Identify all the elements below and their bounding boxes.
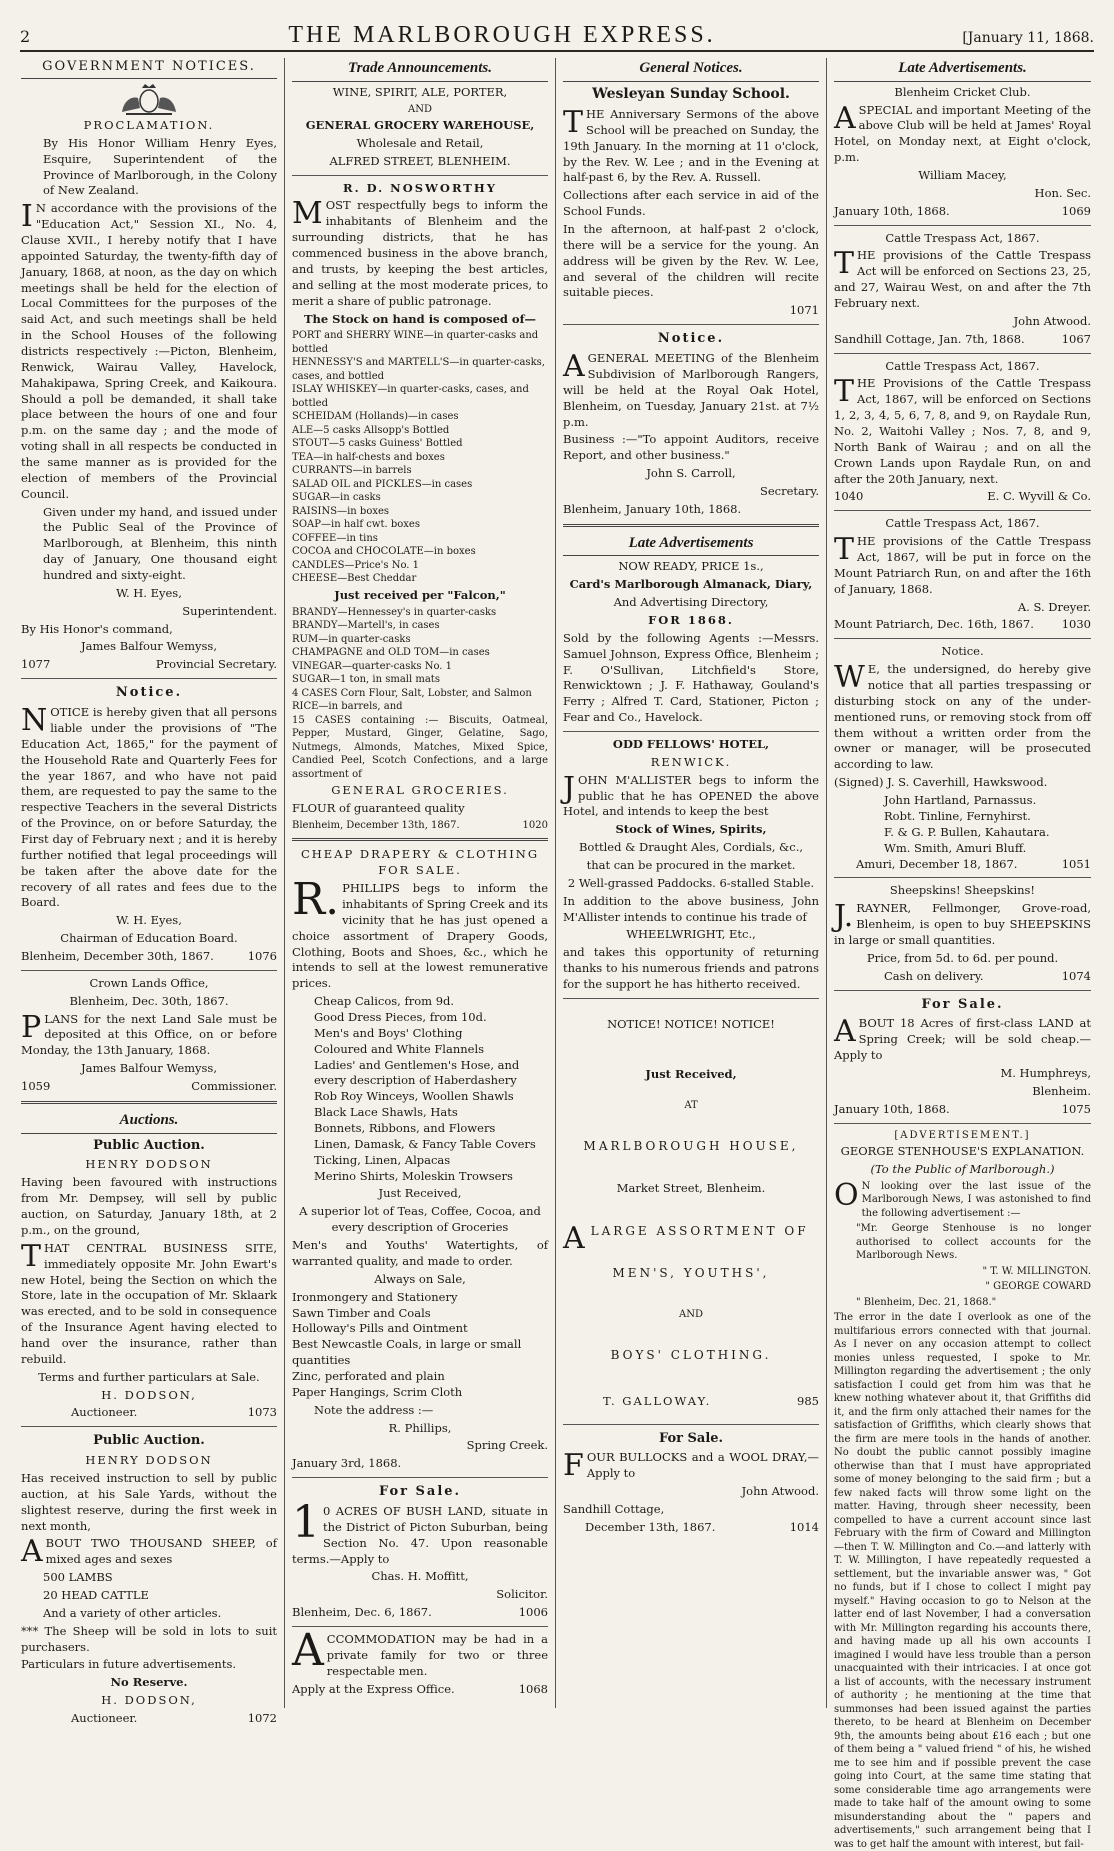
stock-item: CANDLES—Price's No. 1 [292,559,420,571]
notice-date: Amuri, December 18, 1867. [856,856,1018,871]
falcon-item: SUGAR—1 ton, in small mats [292,674,440,686]
cattle-trespass-body: THE provisions of the Cattle Trespass Act, 1867, will be put in force on the Mount Patriarch Run, on and after the 16th of January, 1868. [834,532,1091,596]
wesleyan-afternoon: In the afternoon, at half-past 2 o'clock, there will be a service for the young. An address will be given by the Rev. W. Lee, and several of the children will recite suitable pieces. [563,222,819,300]
for-sale-signature: Chas. H. Moffitt, [371,1569,469,1584]
auction-intro: Having been favoured with instructions from Mr. Dempsey, will sell by public auction, on Saturday, January 18th, at 2 p.m., on the ground, [21,1175,277,1237]
proclamation-role: Superintendent. [182,603,277,618]
for-sale-date: January 10th, 1868. [834,1101,950,1116]
hotel-addition: In addition to the above business, John M'Allister intends to continue his trade of [563,893,819,924]
ad-number: 1072 [247,1711,277,1726]
auction-lot: 20 HEAD CATTLE [43,1588,149,1603]
cattle-trespass-signature: John Atwood. [1013,313,1091,328]
marlborough-house-boys: BOYS' CLOTHING. [610,1348,772,1363]
for-sale-title: For Sale. [921,996,1004,1012]
sale-item: Paper Hangings, Scrim Cloth [292,1384,463,1399]
sheepskins-body: J.RAYNER, Fellmonger, Grove-road, Blenheim, is open to buy SHEEPSKINS in large or small quantities. [834,899,1091,947]
hotel-place: RENWICK. [650,754,732,769]
column-heading: Trade Announcements. [292,58,548,82]
proclamation-given: Given under my hand, and issued under the Public Seal of the Province of Marlborough, at Blenheim, this ninth day of January, One thousand eight hundred and sixty-eight. [43,504,277,582]
auction-note: *** The Sheep will be sold in lots to suit purchasers. [21,1623,277,1654]
auction-intro: Has received instruction to sell by public auction, at his Sale Yards, without the slightest reserve, during the first week in next month, [21,1471,277,1533]
falcon-item: 4 CASES Corn Flour, Salt, Lobster, and Salmon [292,687,532,699]
sale-item: Sawn Timber and Coals [292,1305,431,1320]
for-sale-place: Sandhill Cottage, [563,1502,665,1517]
stock-item: SOAP—in half cwt. boxes [292,519,420,531]
column-general-notices [556,58,827,1708]
marlborough-house-notice: NOTICE! NOTICE! NOTICE! [607,1016,775,1031]
notice-title: Notice. [657,331,725,347]
columns [14,58,1100,1850]
auctioneer-name: HENRY DODSON [85,1453,213,1468]
marlborough-house-name: MARLBOROUGH HOUSE, [583,1139,799,1154]
sale-item: Holloway's Pills and Ointment [292,1321,468,1336]
auction-body: THAT CENTRAL BUSINESS SITE, immediately opposite Mr. John Ewart's new Hotel, being the Section on which the Store, late in the occupation of Mr. Sklaark was erected, and to be sold in consequence of the Insurance Agent having elected to hand over the insurance, rather than rebuild. [21,1238,277,1366]
proclamation-command: By His Honor's command, [21,621,173,636]
crown-lands-role: Commissioner. [191,1079,277,1093]
sheepskins-title: Sheepskins! Sheepskins! [889,883,1036,898]
notice-role: Chairman of Education Board. [60,931,238,946]
accommodation-apply: Apply at the Express Office. [292,1681,455,1696]
warehouse-date: Blenheim, December 13th, 1867. [292,819,460,831]
notice-title: Notice. [941,644,984,659]
drapery-item: Men's and Boys' Clothing [314,1025,463,1040]
auction-lot: And a variety of other articles. [43,1605,222,1620]
auction-body: ABOUT TWO THOUSAND SHEEP, of mixed ages and sexes [21,1534,277,1570]
cattle-trespass-title: Cattle Trespass Act, 1867. [885,516,1040,531]
ad-number: 1076 [247,948,277,963]
advertisement-label: [ADVERTISEMENT.] [894,1129,1031,1141]
notice-signatory: Wm. Smith, Amuri Bluff. [884,840,1027,855]
for-sale-date: December 13th, 1867. [585,1519,716,1534]
notice-signatory: F. & G. P. Bullen, Kahautara. [884,824,1050,839]
newspaper-title: THE MARLBOROUGH EXPRESS. [288,22,716,48]
explanation-quote-name: " T. W. MILLINGTON. [982,1265,1091,1277]
accommodation-body: ACCOMMODATION may be had in a private family for two or three respectable men. [292,1625,548,1678]
explanation-intro: ON looking over the last issue of the Marlborough News, I was astonished to find the following advertisement :— [834,1177,1091,1219]
explanation-quote: "Mr. George Stenhouse is no longer authorised to collect accounts for the Marlborough News. [856,1223,1091,1262]
notice-body: AGENERAL MEETING of the Blenheim Subdivision of Marlborough Rangers, will be held at the Royal Oak Hotel, Blenheim, on Tuesday, January 21st. at 7½ p.m. [563,349,819,429]
stock-item: COFFEE—in tins [292,532,378,544]
column-heading: GOVERNMENT NOTICES. [21,58,277,79]
cricket-role: Hon. Sec. [1034,185,1091,200]
marlborough-house-at: AT [684,1099,698,1111]
wesleyan-body: THE Anniversary Sermons of the above School will be preached on Sunday, the 19th January. In the morning at 11 o'clock, by the Rev. W. Lee ; and in the Evening at half-past 6, by the Rev. A. Russell. [563,105,819,185]
notice-body: NOTICE is hereby given that all persons liable under the provisions of "The Education Act, 1865," for the payment of the Household Rate and Quarterly Fees for the year 1867, and who have not paid them, are requested to pay the same to the respective Teachers in the several Districts of the Province, on or before Saturday, the First day of February next ; and it is hereby further notified that legal proceedings will be taken after the above date for the recovery of all rates and fees due to the Board. [21,703,277,910]
for-sale-signature: M. Humphreys, [1000,1066,1091,1081]
almanack-agents: Sold by the following Agents :—Messrs. Samuel Johnson, Express Office, Blenheim ; F. O'Sullivan, Litchfield's Store, Renwicktown ; J. F. Hathaway, Gouland's Ferry ; Alfred T. Card, Stationer, Picton ; Fear and Co., Havelock. [563,630,819,725]
ad-number: 1071 [789,303,819,318]
proclamation-command-name: James Balfour Wemyss, [80,639,217,654]
for-sale-date: Blenheim, Dec. 6, 1867. [292,1605,432,1620]
royal-crest-icon [114,82,184,116]
cattle-trespass-title: Cattle Trespass Act, 1867. [885,230,1040,245]
proclamation-body: IN accordance with the provisions of the "Education Act," Session XI., No. 4, Clause XVII., I hereby notify that I have appointed Saturday, the twenty-fifth day of January, 1868, at noon, as the day on which meetings shall be held for the election of Local Committees for the purposes of the said Act, and such meetings shall be held in the School Houses of the following districts respectively :—Picton, Blenheim, Renwick, Wairau Valley, Havelock, Mahakipawa, Spring Creek, and Kaikoura. Should a poll be demanded, it shall take place between the hours of one and four p.m. on the same day ; and the mode of voting shall in all respects be conducted in the same manner as is provided for the election of members of the Provincial Council. [21,199,277,501]
marlborough-house-signature: T. GALLOWAY. [603,1393,712,1408]
ad-number: 1073 [247,1405,277,1420]
cattle-trespass-body: THE provisions of the Cattle Trespass Act will be enforced on Sections 23, 25, and 27, Wairau West, on and after the 7th February next. [834,246,1091,310]
explanation-quote-name: " GEORGE COWARD [985,1281,1091,1293]
marlborough-house-assortment: ALARGE ASSORTMENT OF [563,1220,809,1256]
drapery-signature: R. Phillips, [388,1420,452,1435]
falcon-item: VINEGAR—quarter-casks No. 1 [292,660,453,672]
notice-date: Blenheim, January 10th, 1868. [563,501,742,516]
ad-number: 1059 [21,1079,51,1093]
ad-number: 1068 [518,1681,548,1696]
wesleyan-collections: Collections after each service in aid of the School Funds. [563,188,819,219]
notice-role: Secretary. [759,483,819,498]
cattle-trespass-date: Sandhill Cottage, Jan. 7th, 1868. [834,331,1025,346]
notice-signatories [834,793,1091,856]
auction-role: Auctioneer. [71,1711,138,1726]
falcon-item: BRANDY—Hennessey's in quarter-casks [292,606,497,618]
drapery-date: January 3rd, 1868. [292,1456,402,1471]
stock-item: PORT and SHERRY WINE—in quarter-casks and bottled [292,330,539,355]
warehouse-type: Wholesale and Retail, [356,135,484,150]
marlborough-house-received: Just Received, [645,1066,737,1081]
hotel-body: JOHN M'ALLISTER begs to inform the public that he has OPENED the above Hotel, and intends to keep the best [563,770,819,819]
cattle-trespass-body: THE Provisions of the Cattle Trespass Act, 1867, will be enforced on Sections 1, 2, 3, 4, 5, 6, 7, 8, and 9, on Raydale Run, No. 2, Waitohi Valley ; Nos. 7, 8, and 9, North Bank of Wairau ; and on all the Crown Lands upon Raydale Run, on and after the 20th January, next. [834,374,1091,486]
just-received-body: A superior lot of Teas, Coffee, Cocoa, and every description of Groceries [299,1204,541,1235]
notice-signed: (Signed) J. S. Caverhill, Hawkswood. [834,775,1048,790]
column-heading: General Notices. [563,58,819,82]
auction-signature: H. DODSON, [101,1693,197,1708]
warehouse-line: WINE, SPIRIT, ALE, PORTER, [332,84,508,99]
hotel-stock: Stock of Wines, Spirits, [615,822,767,837]
sale-item: Best Newcastle Coals, in large or small quantities [292,1337,522,1368]
almanack-subtitle: And Advertising Directory, [613,595,769,610]
drapery-item: Rob Roy Winceys, Woollen Shawls [314,1089,514,1104]
falcon-heading: Just received per "Falcon," [334,587,506,602]
drapery-place: Spring Creek. [466,1438,548,1453]
proclamation-title: PROCLAMATION. [83,117,215,132]
crown-lands-signature: James Balfour Wemyss, [80,1061,217,1076]
ad-number: 1014 [789,1519,819,1534]
cricket-body: ASPECIAL and important Meeting of the above Club will be held at James' Royal Hotel, on Monday next, at Eight o'clock, p.m. [834,100,1091,165]
drapery-item: Linen, Damask, & Fancy Table Covers [314,1136,536,1151]
hotel-market: that can be procured in the market. [586,858,796,872]
auction-terms: Terms and further particulars at Sale. [38,1369,260,1384]
explanation-subtitle: (To the Public of Marlborough.) [870,1161,1055,1176]
stock-list [292,329,548,586]
drapery-item: Cheap Calicos, from 9d. [314,994,455,1009]
cricket-title: Blenheim Cricket Club. [894,84,1031,99]
ad-number: 1006 [518,1605,548,1620]
general-groceries: GENERAL GROCERIES. [331,783,509,798]
late-advertisements-heading: Late Advertisements [563,533,819,557]
crown-lands-office: Crown Lands Office, [89,975,209,990]
notice-date: Blenheim, December 30th, 1867. [21,948,214,963]
always-on-sale-heading: Always on Sale, [374,1271,466,1286]
for-sale-title: For Sale. [378,1484,462,1500]
drapery-item: Ladies' and Gentlemen's Hose, and every description of Haberdashery [314,1057,520,1088]
ad-number: 1077 [21,657,51,672]
just-received-heading: Just Received, [378,1186,462,1201]
auction-role: Auctioneer. [71,1405,138,1420]
for-sale-body: FOUR BULLOCKS and a WOOL DRAY,—Apply to [563,1448,819,1484]
marlborough-house-street: Market Street, Blenheim. [616,1180,766,1195]
ad-number: 1020 [522,819,548,831]
ad-number: 1030 [1061,617,1091,632]
warehouse-owner: R. D. NOSWORTHY [343,180,497,195]
watertights-line: Men's and Youths' Watertights, of warranted quality, and made to order. [292,1238,548,1268]
drapery-item: Good Dress Pieces, from 10d. [314,1010,487,1025]
warehouse-and: AND [408,103,432,115]
column-trade-announcements [285,58,556,1708]
marlborough-house-mens: MEN'S, YOUTHS', [612,1266,770,1281]
crown-lands-body: PLANS for the next Land Sale must be deposited at this Office, on or before Monday, the 13th January, 1868. [21,1009,277,1058]
drapery-item: Coloured and White Flannels [314,1041,485,1056]
hotel-title: ODD FELLOWS' HOTEL, [612,736,770,751]
hotel-wheelwright: WHEELWRIGHT, Etc., [626,927,756,942]
cattle-trespass-title: Cattle Trespass Act, 1867. [885,358,1040,373]
auction-title: Public Auction. [93,1433,205,1449]
hotel-paddocks: 2 Well-grassed Paddocks. 6-stalled Stable. [567,875,815,890]
flour-line: FLOUR of guaranteed quality [292,801,465,816]
drapery-heading: CHEAP DRAPERY & CLOTHING FOR SALE. [300,847,540,878]
auction-signature: H. DODSON, [101,1387,197,1402]
almanack-title: Card's Marlborough Almanack, Diary, [569,577,813,592]
drapery-list [292,994,548,1184]
notice-signature: John S. Carroll, [646,466,736,481]
for-sale-role: Solicitor. [496,1587,548,1602]
proclamation-by: By His Honor William Henry Eyes, Esquire, Superintendent of the Province of Marlborough, in the Colony of New Zealand. [43,135,277,198]
ad-number: 1040 [834,489,864,504]
masthead [20,22,1094,52]
auction-lot: 500 LAMBS [43,1570,113,1585]
ad-number: 1067 [1061,331,1091,346]
warehouse-title: GENERAL GROCERY WAREHOUSE, [305,118,535,133]
warehouse-address: ALFRED STREET, BLENHEIM. [329,153,511,168]
almanack-year: FOR 1868. [648,612,734,627]
stock-item: HENNESSY'S and MARTELL'S—in quarter-casks, cases, and bottled [292,357,545,382]
stock-item: RAISINS—in boxes [292,505,390,517]
cricket-signature: William Macey, [918,167,1007,182]
stock-item: CHEESE—Best Cheddar [292,573,417,585]
stock-item: CURRANTS—in barrels [292,465,412,477]
for-sale-title: For Sale. [658,1430,724,1446]
stock-item: SALAD OIL and PICKLES—in cases [292,478,473,490]
drapery-item: Bonnets, Ribbons, and Flowers [314,1121,496,1136]
ad-number: 985 [797,1393,819,1408]
stock-item: TEA—in half-chests and boxes [292,451,445,463]
stock-item: STOUT—5 casks Guiness' Bottled [292,438,463,450]
address-note: Note the address :— [314,1402,434,1417]
ad-number: 1075 [1061,1101,1091,1116]
ad-number: 1074 [1061,968,1091,983]
notice-business: Business :—"To appoint Auditors, receive Report, and other business." [563,432,819,463]
notice-signature: W. H. Eyes, [116,913,182,928]
notice-signatory: Robt. Tinline, Fernyhirst. [884,808,1031,823]
explanation-quote-date: " Blenheim, Dec. 21, 1868." [856,1296,997,1308]
stock-item: SCHEIDAM (Hollands)—in cases [292,411,459,423]
stock-heading: The Stock on hand is composed of— [303,311,537,326]
cattle-trespass-signature: E. C. Wyvill & Co. [987,489,1091,504]
notice-body: WE, the undersigned, do hereby give notice that all parties trespassing or disturbing stock on any of the under-mentioned runs, or removing stock from off them without a written order from the owner or manager, will be prosecuted according to law. [834,660,1091,772]
sale-item: Zinc, perforated and plain [292,1368,445,1383]
stock-item: ALE—5 casks Allsopp's Bottled [292,424,450,436]
stock-item: ISLAY WHISKEY—in quarter-casks, cases, and bottled [292,384,529,409]
auction-title: Public Auction. [93,1137,205,1153]
warehouse-body: MOST respectfully begs to inform the inhabitants of Blenheim and the surrounding districts, that he has commenced business in the above branch, and trusts, by keeping the best articles, and selling at the most moderate prices, to merit a share of public patronage. [292,196,548,308]
ad-number: 1069 [1061,203,1091,218]
notice-signatory: John Hartland, Parnassus. [884,793,1037,808]
explanation-title: GEORGE STENHOUSE'S EXPLANATION. [840,1144,1085,1159]
issue-date: [January 11, 1868. [962,30,1094,46]
explanation-body: The error in the date I overlook as one of the multifarious errors connected with that journal. As I never on any occasion attempt to collect monies unless requested, I spoke to Mr. Millington regarding the advertisement ; the only satisfaction I could get from him was that he knew nothing whatever about it, that Griffiths did it, and the firm only attached their names for the satisfaction of Griffiths, which clearly shows that the firm are mere tools in the hands of another. No doubt the public cannot possibly imagine otherwise than that I must have appropriated some of money belonging to the said firm ; but a few naked facts will throw some light on the matter. Having, through sheer necessity, been compelled to have a current account since last February with the firm of Coward and Millington—then T. W. Millington and Co.—and latterly with T. W. Millington, I have repeatedly requested a settlement, but the invariable answer was, " Got no funds, but if I chose to collect I might pay myself." Having occasion to go to Nelson at the latter end of last November, I had a conversation with Mr. Millington regarding his accounts there, and having made up all his own accounts I imagined I would have less trouble than a person unacquainted with their intricacies. I at once got a list of accounts, with the necessary instrument of authority ; he mentioning at the time that summonses had been issued against the parties thereto, to be heard at Blenheim on December 9th, the amounts being about £16 each ; but one of them being a " valued friend " of his, he wished me to see him and if possible prevent the case going into Court, at the same time stating that some considerable time ago arrangements were made to take half of the amount owing to some misunderstanding about the " papers and advertisements," such arrangement being that I was to get half the amount with interest, but fail- [834,1312,1091,1850]
hotel-bottled: Bottled & Draught Ales, Cordials, &c., [578,840,804,855]
sheepskins-price: Price, from 5d. to 6d. per pound. [866,950,1059,965]
page-number: 2 [20,27,31,46]
for-sale-place: Blenheim. [1032,1083,1091,1098]
cattle-trespass-date: Mount Patriarch, Dec. 16th, 1867. [834,617,1034,632]
notice-title: Notice. [115,685,183,701]
falcon-item: RUM—in quarter-casks [292,633,411,645]
sheepskins-cash: Cash on delivery. [884,968,984,983]
sale-item: Ironmongery and Stationery [292,1289,458,1304]
cattle-trespass-signature: A. S. Dreyer. [1017,599,1091,614]
crown-lands-date: Blenheim, Dec. 30th, 1867. [69,993,229,1008]
falcon-item: RICE—in barrels, and [292,701,403,713]
auction-particulars: Particulars in future advertisements. [21,1657,237,1672]
falcon-item: 15 CASES containing :— Biscuits, Oatmeal, Pepper, Mustard, Ginger, Gelatine, Sago, Nutmegs, Almonds, Matches, Mixed Spice, Candied Peel, Scotch Confections, and a large assortment of [292,714,548,780]
proclamation-signature: W. H. Eyes, [116,585,182,600]
for-sale-signature: John Atwood. [741,1484,819,1499]
stock-item: COCOA and CHOCOLATE—in boxes [292,546,476,558]
falcon-item: BRANDY—Martell's, in cases [292,620,440,632]
hotel-thanks: and takes this opportunity of returning thanks to his numerous friends and patrons for the support he has hitherto received. [563,945,819,992]
auctions-heading: Auctions. [21,1110,277,1134]
for-sale-body: 10 ACRES OF BUSH LAND, situate in the District of Picton Suburban, being Section No. 47. Upon reasonable terms.—Apply to [292,1497,548,1566]
marlborough-house-and: AND [679,1308,703,1320]
almanack-price: NOW READY, PRICE 1s., [618,559,764,574]
falcon-list [292,606,548,782]
column-government-notices [14,58,285,1726]
drapery-body: R.PHILLIPS begs to inform the inhabitants of Spring Creek and its vicinity that he has just opened a choice assortment of Drapery Goods, Clothing, Boots and Shoes, &c., which he intends to sell at the lowest remunerative prices. [292,874,548,991]
column-heading: Late Advertisements. [834,58,1091,82]
proclamation-command-role: Provincial Secretary. [155,657,277,672]
drapery-item: Merino Shirts, Moleskin Trowsers [314,1168,513,1183]
ad-number: 1051 [1061,856,1091,871]
falcon-item: CHAMPAGNE and OLD TOM—in cases [292,647,490,659]
column-late-advertisements [827,58,1098,1850]
always-on-sale-list [292,1290,548,1401]
drapery-item: Ticking, Linen, Alpacas [314,1152,451,1167]
stock-item: SUGAR—in casks [292,492,381,504]
wesleyan-title: Wesleyan Sunday School. [592,85,790,102]
for-sale-body: ABOUT 18 Acres of first-class LAND at Spring Creek; will be sold cheap.—Apply to [834,1014,1091,1063]
auction-reserve: No Reserve. [110,1675,188,1690]
auctioneer-name: HENRY DODSON [85,1157,213,1172]
cricket-date: January 10th, 1868. [834,203,950,218]
drapery-item: Black Lace Shawls, Hats [314,1105,458,1120]
